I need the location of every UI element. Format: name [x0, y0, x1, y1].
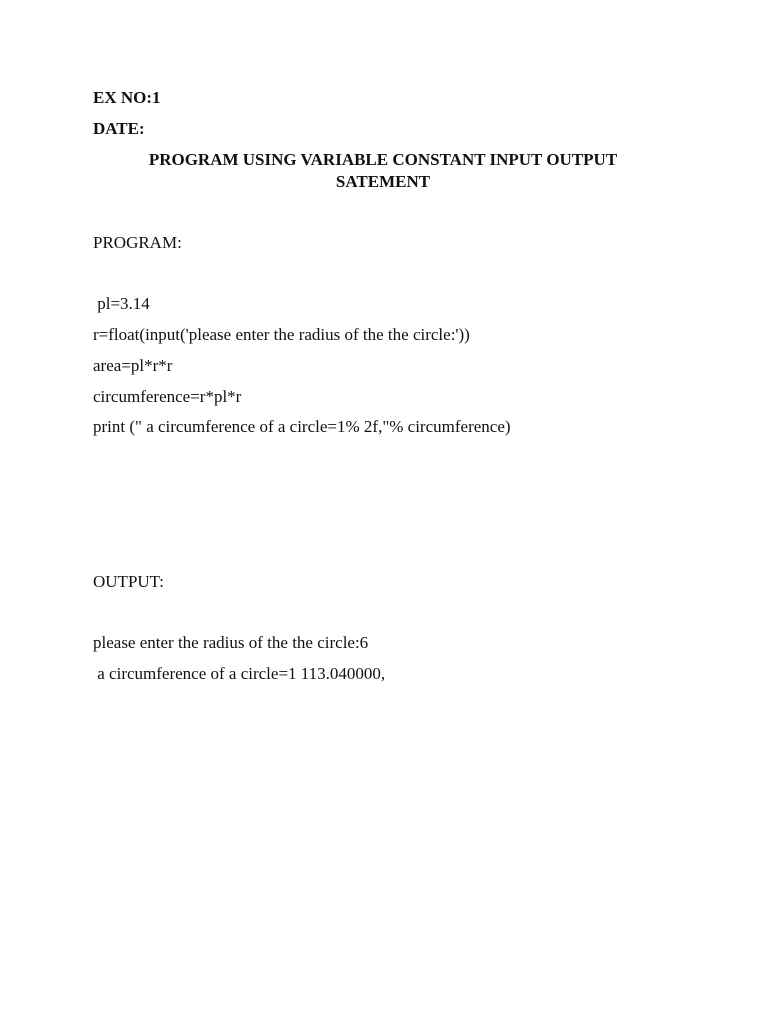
output-line: please enter the radius of the the circle:6 — [93, 633, 369, 652]
exercise-number: EX NO:1 — [93, 88, 161, 107]
title-line-2: SATEMENT — [335, 172, 431, 191]
code-line: area=pl*r*r — [93, 356, 173, 375]
code-line: pl=3.14 — [93, 294, 150, 313]
date-label: DATE: — [93, 119, 145, 138]
code-line: circumference=r*pl*r — [93, 387, 242, 406]
code-line: print (" a circumference of a circle=1% 2f,"% circumference) — [93, 417, 511, 436]
code-line: r=float(input('please enter the radius of the the circle:')) — [93, 325, 470, 344]
output-heading: OUTPUT: — [93, 572, 164, 591]
title-line-1: PROGRAM USING VARIABLE CONSTANT INPUT OUTPUT — [148, 150, 618, 169]
program-heading: PROGRAM: — [93, 233, 182, 252]
output-line: a circumference of a circle=1 113.040000, — [93, 664, 386, 683]
